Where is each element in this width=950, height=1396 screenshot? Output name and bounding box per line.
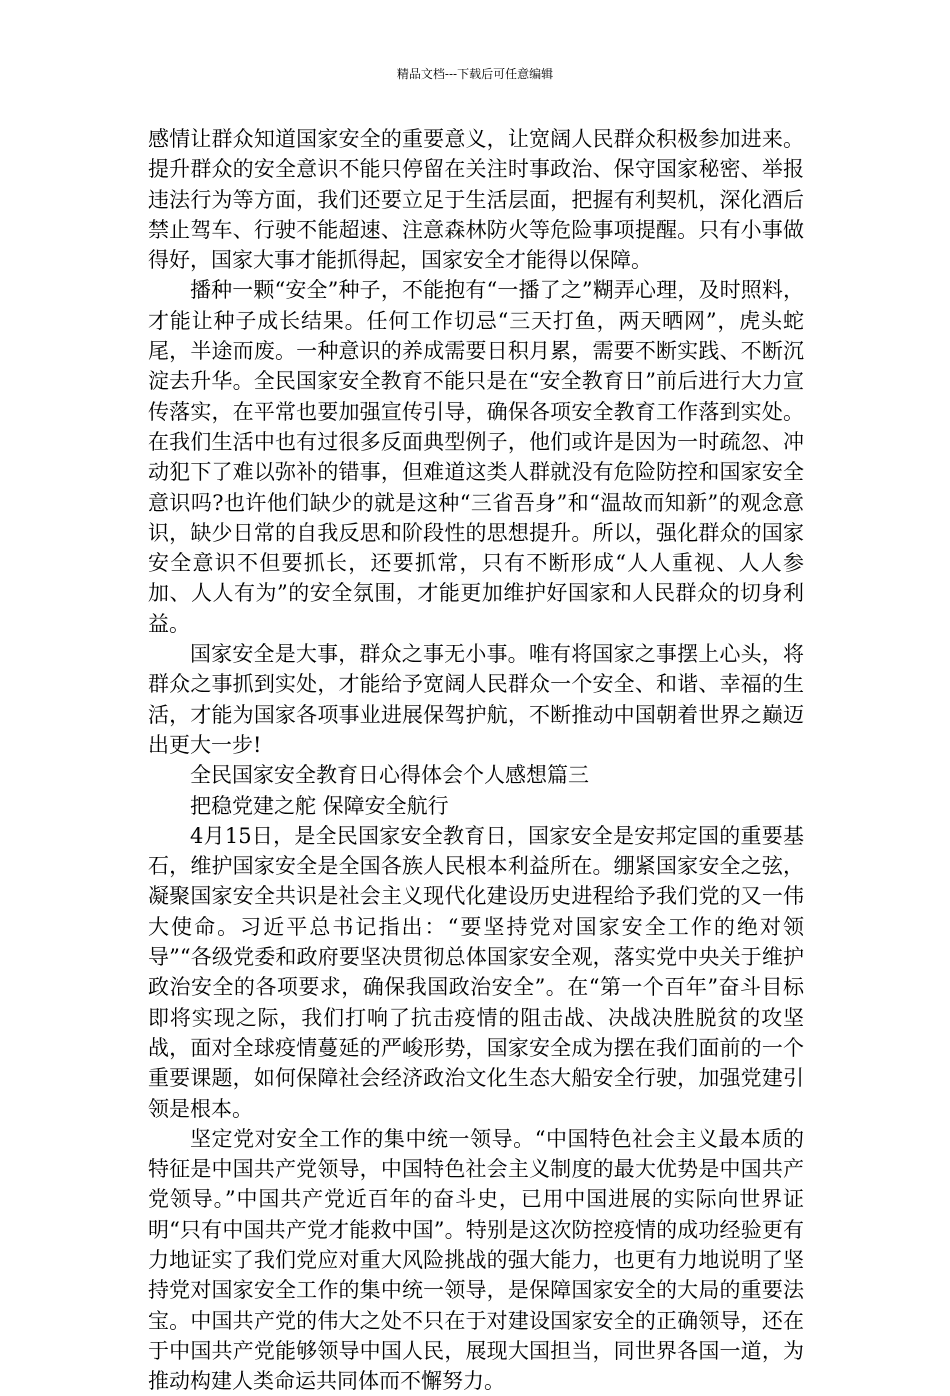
section-title: 全民国家安全教育日心得体会个人感想篇三 (190, 763, 589, 788)
section-subtitle: 把稳党建之舵 保障安全航行 (190, 793, 449, 818)
paragraph-1: 感情让群众知道国家安全的重要意义，让宽阔人民群众积极参加进来。提升群众的安全意识不能只停留在关注时事政治、保守国家秘密、举报违法行为等方面，我们还要立足于生活层面，把握有利契机，深化酒后禁止驾车、行驶不能超速、注意森林防火等危险事项提醒。只有小事做得好，国家大事才能抓得起，国家安全才能得以保障。 (148, 127, 804, 273)
paragraph-5: 坚定党对安全工作的集中统一领导。“中国特色社会主义最本质的特征是中国共产党领导，中国特色社会主义制度的最大优势是中国共产党领导。”中国共产党近百年的奋斗史，已用中国进展的实际向世界证明“只有中国共产党才能救中国”。特别是这次防控疫情的成功经验更有力地证实了我们党应对重大风险挑战的强大能力，也更有力地说明了坚持党对国家安全工作的集中统一领导，是保障国家安全的大局的重要法宝。中国共产党的伟大之处不只在于对建设国家安全的正确领导，还在于中国共产党能够领导中国人民，展现大国担当，同世界各国一道，为推动构建人类命运共同体而不懈努力。 (148, 1126, 804, 1394)
document-body (148, 124, 804, 1396)
paragraph-3: 国家安全是大事，群众之事无小事。唯有将国家之事摆上心头，将群众之事抓到实处，才能给予宽阔人民群众一个安全、和谐、幸福的生活，才能为国家各项事业进展保驾护航，不断推动中国朝着世界之巅迈出更大一步! (148, 642, 804, 757)
paragraph-2: 播种一颗“安全”种子，不能抱有“一播了之”糊弄心理，及时照料，才能让种子成长结果。任何工作切忌“三天打鱼，两天晒网”，虎头蛇尾，半途而废。一种意识的养成需要日积月累，需要不断实践、不断沉淀去升华。全民国家安全教育不能只是在“安全教育日”前后进行大力宣传落实，在平常也要加强宣传引导，确保各项安全教育工作落到实处。在我们生活中也有过很多反面典型例子，他们或许是因为一时疏忽、冲动犯下了难以弥补的错事，但难道这类人群就没有危险防控和国家安全意识吗?也许他们缺少的就是这种“三省吾身”和“温故而知新”的观念意识，缺少日常的自我反思和阶段性的思想提升。所以，强化群众的国家安全意识不但要抓长，还要抓常，只有不断形成“人人重视、人人参加、人人有为”的安全氛围，才能更加维护好国家和人民群众的切身利益。 (148, 278, 804, 636)
page-header: 精品文档---下载后可任意编辑 (396, 67, 554, 81)
paragraph-4: 4月15日，是全民国家安全教育日，国家安全是安邦定国的重要基石，维护国家安全是全国各族人民根本利益所在。绷紧国家安全之弦，凝聚国家安全共识是社会主义现代化建设历史进程给予我们党的又一伟大使命。习近平总书记指出：“要坚持党对国家安全工作的绝对领导”“各级党委和政府要坚决贯彻总体国家安全观，落实党中央关于维护政治安全的各项要求，确保我国政治安全”。在“第一个百年”奋斗目标即将实现之际，我们打响了抗击疫情的阻击战、决战决胜脱贫的攻坚战，面对全球疫情蔓延的严峻形势，国家安全成为摆在我们面前的一个重要课题，如何保障社会经济政治文化生态大船安全行驶，加强党建引领是根本。 (148, 823, 804, 1121)
